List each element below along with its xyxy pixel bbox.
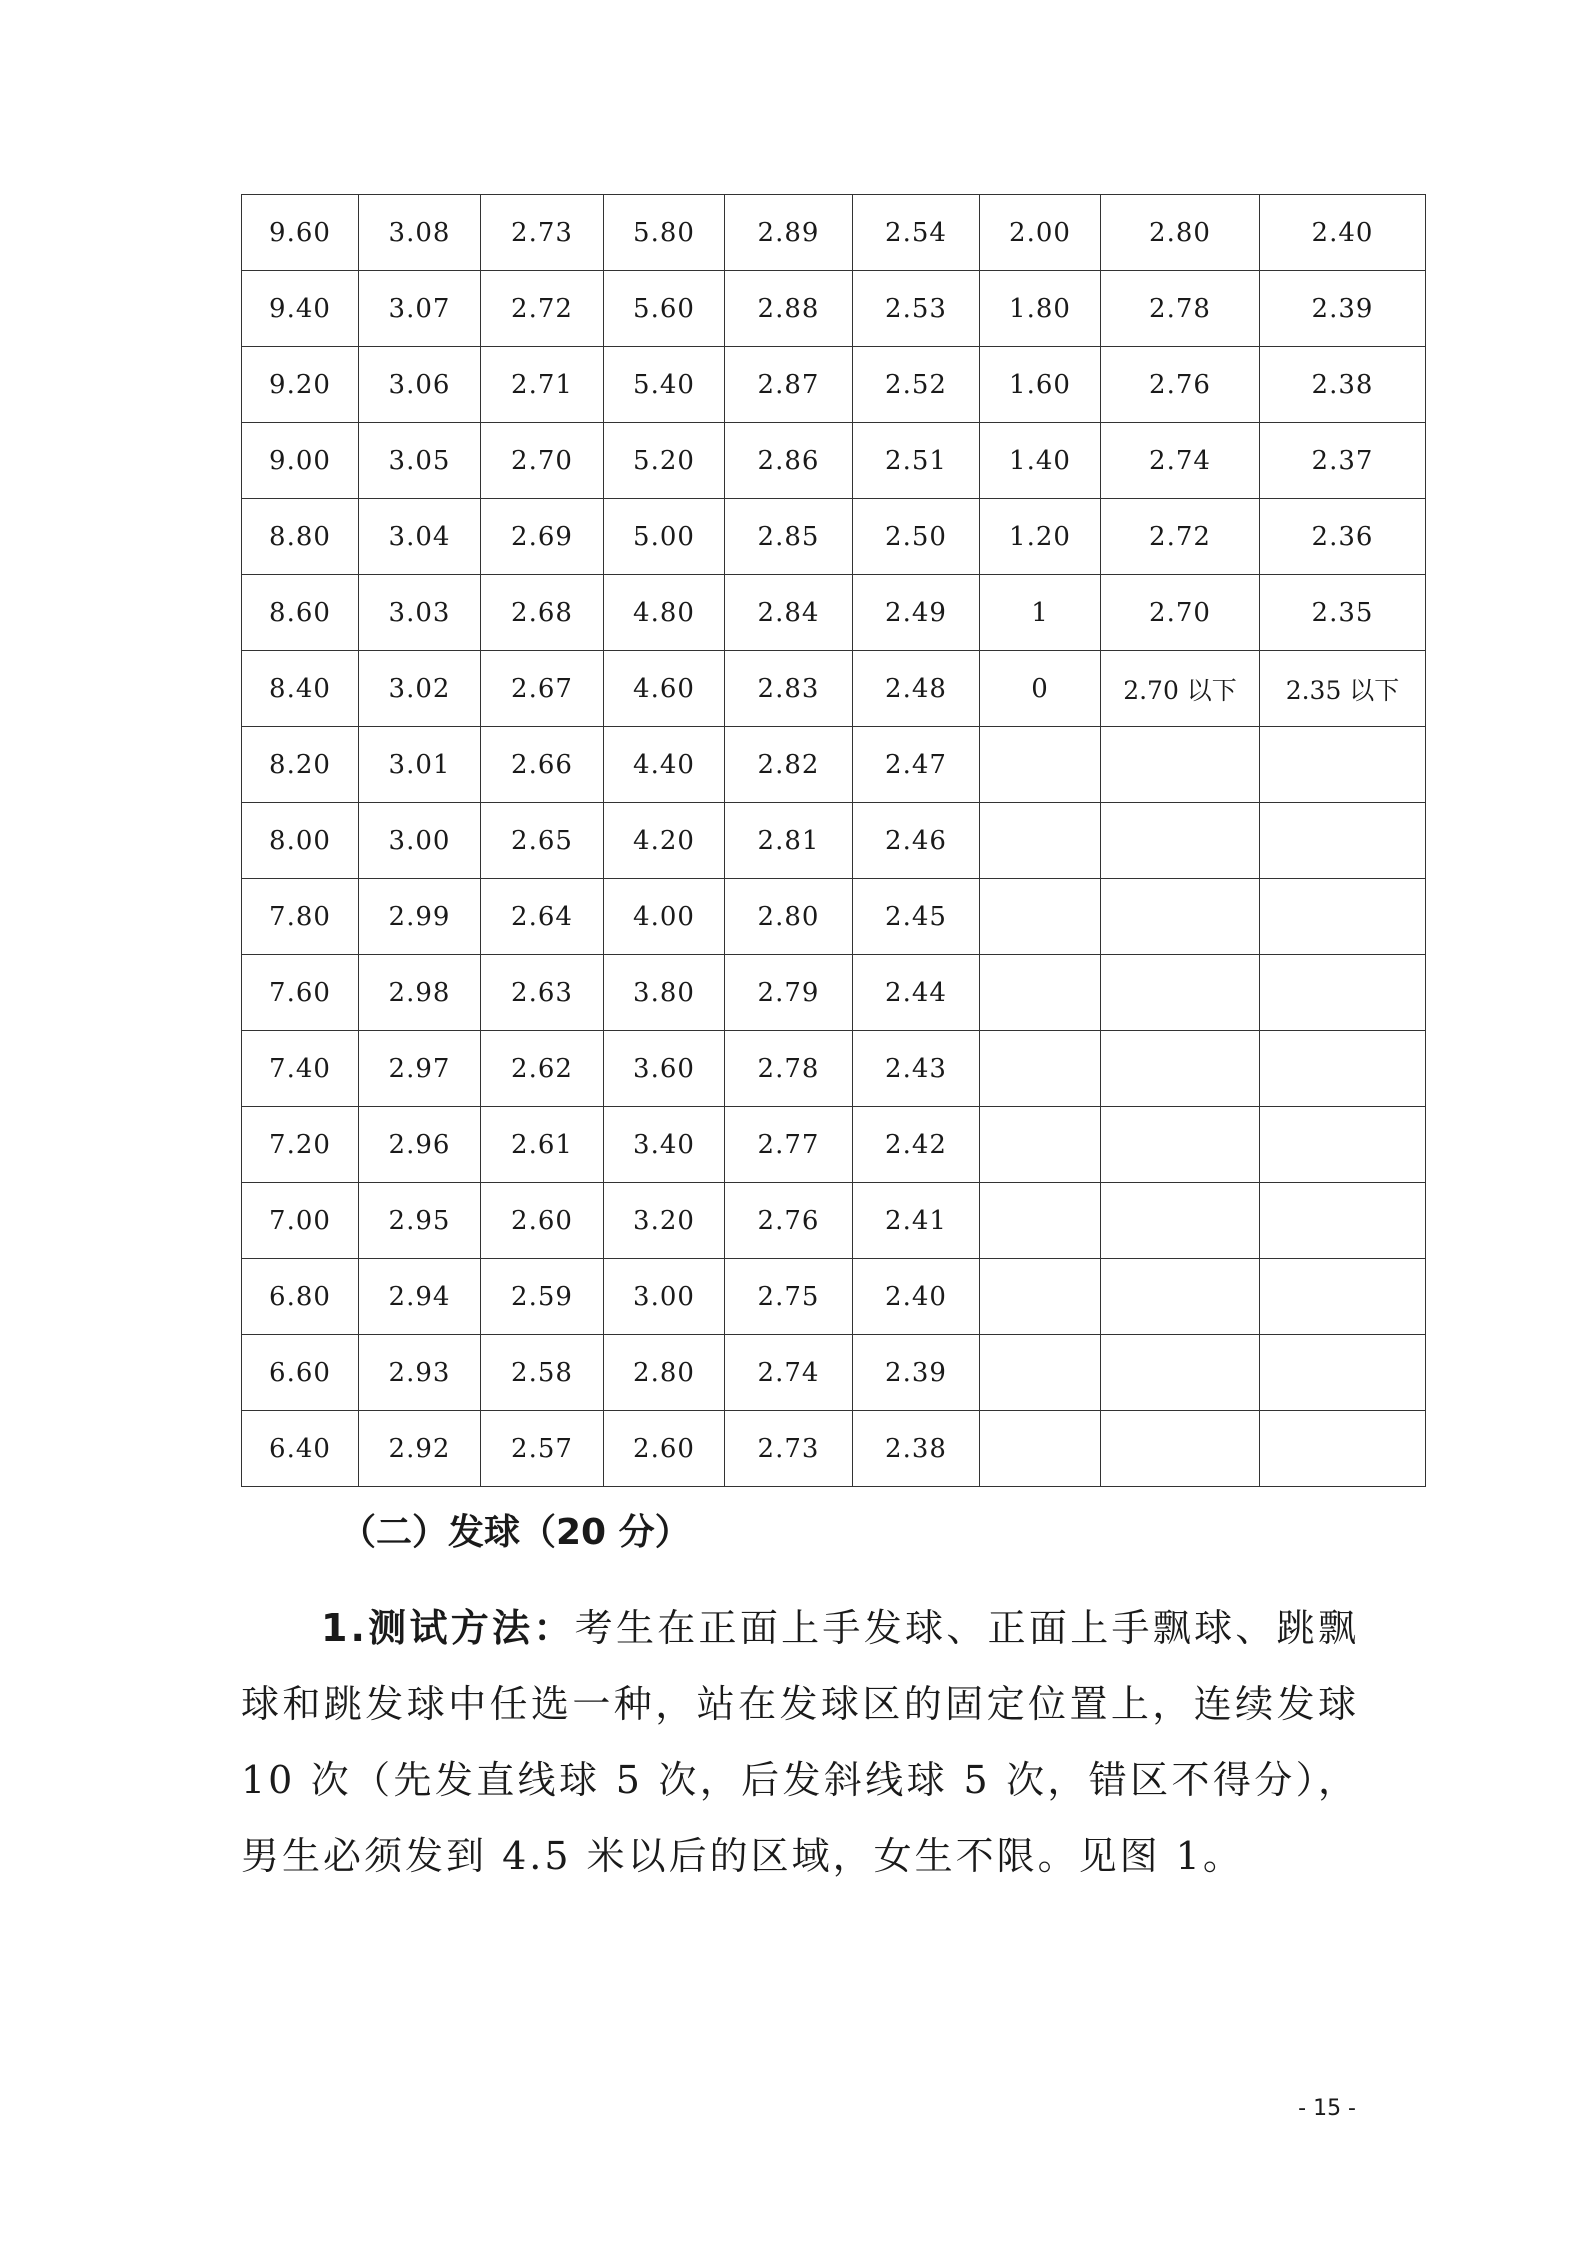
table-cell: 9.00: [242, 423, 359, 499]
table-cell: 4.40: [604, 727, 725, 803]
table-cell: [1101, 1259, 1260, 1335]
table-cell: 2.70: [481, 423, 604, 499]
table-cell: 4.00: [604, 879, 725, 955]
table-cell: 9.60: [242, 195, 359, 271]
table-cell: 2.57: [481, 1411, 604, 1487]
table-cell: 2.81: [725, 803, 853, 879]
table-cell: 2.93: [359, 1335, 481, 1411]
paragraph-lead: 1.测试方法：: [321, 1606, 575, 1650]
table-cell: 2.80: [604, 1335, 725, 1411]
table-row: [242, 1107, 1426, 1183]
table-cell: 1.20: [980, 499, 1101, 575]
table-cell: 3.02: [359, 651, 481, 727]
table-row: [242, 955, 1426, 1031]
table-cell: 2.78: [1101, 271, 1260, 347]
table-cell: 3.05: [359, 423, 481, 499]
table-cell: 6.40: [242, 1411, 359, 1487]
table-cell: 2.92: [359, 1411, 481, 1487]
table-cell: 2.40: [1260, 195, 1426, 271]
table-cell: [980, 1411, 1101, 1487]
table-cell: 2.74: [1101, 423, 1260, 499]
table-cell: 2.65: [481, 803, 604, 879]
table-row: [242, 423, 1426, 499]
table-cell: 2.72: [1101, 499, 1260, 575]
table-cell: 2.50: [853, 499, 980, 575]
table-cell: 2.59: [481, 1259, 604, 1335]
table-cell: [980, 955, 1101, 1031]
table-cell: 6.60: [242, 1335, 359, 1411]
table-cell: 2.40: [853, 1259, 980, 1335]
table-cell: 0: [980, 651, 1101, 727]
table-cell: [1260, 955, 1426, 1031]
table-cell: 4.20: [604, 803, 725, 879]
table-cell: 4.60: [604, 651, 725, 727]
test-method-paragraph: [241, 1590, 1359, 1894]
table-cell: 5.00: [604, 499, 725, 575]
table-cell: 2.37: [1260, 423, 1426, 499]
table-cell: 2.46: [853, 803, 980, 879]
table-cell: 2.94: [359, 1259, 481, 1335]
table-cell: 2.82: [725, 727, 853, 803]
table-cell: 2.43: [853, 1031, 980, 1107]
table-cell: [1101, 879, 1260, 955]
table-cell: 7.80: [242, 879, 359, 955]
table-cell: 5.20: [604, 423, 725, 499]
table-cell: 2.83: [725, 651, 853, 727]
table-cell: 2.79: [725, 955, 853, 1031]
table-cell: 2.58: [481, 1335, 604, 1411]
table-cell: [1260, 879, 1426, 955]
table-cell: 2.60: [481, 1183, 604, 1259]
table-cell: 2.97: [359, 1031, 481, 1107]
table-cell: 1.40: [980, 423, 1101, 499]
table-cell: 2.87: [725, 347, 853, 423]
table-cell: 2.44: [853, 955, 980, 1031]
table-cell: 2.84: [725, 575, 853, 651]
table-cell: 2.41: [853, 1183, 980, 1259]
table-cell: 3.20: [604, 1183, 725, 1259]
table-row: [242, 1259, 1426, 1335]
table-row: [242, 195, 1426, 271]
table-cell: [980, 1335, 1101, 1411]
table-cell: [980, 879, 1101, 955]
table-cell: 2.38: [853, 1411, 980, 1487]
table-cell: 2.86: [725, 423, 853, 499]
table-cell: 2.00: [980, 195, 1101, 271]
table-row: [242, 575, 1426, 651]
table-cell: 7.40: [242, 1031, 359, 1107]
table-cell: [980, 1107, 1101, 1183]
table-cell: 4.80: [604, 575, 725, 651]
table-row: [242, 651, 1426, 727]
table-row: [242, 1183, 1426, 1259]
table-cell: [1260, 727, 1426, 803]
table-cell: 2.66: [481, 727, 604, 803]
table-row: [242, 879, 1426, 955]
table-cell: 2.76: [1101, 347, 1260, 423]
table-cell: [1260, 1259, 1426, 1335]
table-cell: 2.42: [853, 1107, 980, 1183]
table-cell: 2.35 以下: [1260, 651, 1426, 727]
table-cell: 2.36: [1260, 499, 1426, 575]
table-cell: 2.54: [853, 195, 980, 271]
table-cell: [980, 1031, 1101, 1107]
table-cell: 3.04: [359, 499, 481, 575]
table-cell: 2.88: [725, 271, 853, 347]
table-cell: 3.60: [604, 1031, 725, 1107]
table-cell: 1.60: [980, 347, 1101, 423]
table-cell: 7.60: [242, 955, 359, 1031]
table-cell: 2.49: [853, 575, 980, 651]
table-cell: 2.69: [481, 499, 604, 575]
table-row: [242, 1031, 1426, 1107]
table-cell: 2.80: [1101, 195, 1260, 271]
table-row: [242, 727, 1426, 803]
table-cell: 1: [980, 575, 1101, 651]
table-row: [242, 1411, 1426, 1487]
table-row: [242, 347, 1426, 423]
table-cell: 5.60: [604, 271, 725, 347]
table-cell: 2.64: [481, 879, 604, 955]
table-cell: [1101, 955, 1260, 1031]
paragraph-text: 考生在正面上手发球、正面上手飘球、跳飘球和跳发球中任选一种，站在发球区的固定位置上，连续发球 10 次（先发直线球 5 次，后发斜线球 5 次，错区不得分），男生必须发到 4.5 米以后的区域，女生不限。见图 1。: [241, 1606, 1359, 1878]
table-cell: 2.38: [1260, 347, 1426, 423]
table-cell: [1101, 1107, 1260, 1183]
table-cell: [980, 803, 1101, 879]
table-cell: 2.85: [725, 499, 853, 575]
table-cell: 2.71: [481, 347, 604, 423]
table-cell: 3.00: [604, 1259, 725, 1335]
table-cell: 9.40: [242, 271, 359, 347]
table-cell: 2.62: [481, 1031, 604, 1107]
table-cell: 2.76: [725, 1183, 853, 1259]
table-cell: 2.77: [725, 1107, 853, 1183]
table-cell: 2.45: [853, 879, 980, 955]
table-cell: 2.39: [853, 1335, 980, 1411]
table-cell: 8.00: [242, 803, 359, 879]
table-row: [242, 803, 1426, 879]
table-cell: [1260, 1183, 1426, 1259]
table-cell: 2.98: [359, 955, 481, 1031]
table-cell: [980, 727, 1101, 803]
table-cell: 2.70 以下: [1101, 651, 1260, 727]
table-cell: [1101, 1183, 1260, 1259]
table-cell: 5.40: [604, 347, 725, 423]
table-cell: 3.00: [359, 803, 481, 879]
table-cell: 2.95: [359, 1183, 481, 1259]
table-cell: 3.07: [359, 271, 481, 347]
table-cell: 2.78: [725, 1031, 853, 1107]
table-cell: 2.70: [1101, 575, 1260, 651]
table-cell: [1101, 1411, 1260, 1487]
table-cell: 3.80: [604, 955, 725, 1031]
table-row: [242, 1335, 1426, 1411]
table-cell: [1101, 1335, 1260, 1411]
table-cell: 8.60: [242, 575, 359, 651]
score-table: [241, 194, 1426, 1487]
score-table-body: [242, 195, 1426, 1487]
table-cell: 2.61: [481, 1107, 604, 1183]
table-cell: 2.63: [481, 955, 604, 1031]
table-cell: 2.35: [1260, 575, 1426, 651]
table-cell: 2.80: [725, 879, 853, 955]
table-cell: 2.72: [481, 271, 604, 347]
table-cell: 1.80: [980, 271, 1101, 347]
page-number: - 15 -: [1298, 2096, 1356, 2121]
table-cell: 2.73: [725, 1411, 853, 1487]
table-cell: 7.20: [242, 1107, 359, 1183]
table-cell: 2.51: [853, 423, 980, 499]
table-cell: 2.89: [725, 195, 853, 271]
table-cell: [1101, 1031, 1260, 1107]
table-cell: 5.80: [604, 195, 725, 271]
table-cell: 3.08: [359, 195, 481, 271]
table-cell: 3.03: [359, 575, 481, 651]
table-cell: 2.74: [725, 1335, 853, 1411]
table-row: [242, 499, 1426, 575]
table-cell: 8.80: [242, 499, 359, 575]
table-cell: 6.80: [242, 1259, 359, 1335]
table-cell: 2.52: [853, 347, 980, 423]
table-cell: [1260, 1335, 1426, 1411]
table-cell: [980, 1259, 1101, 1335]
table-cell: 2.73: [481, 195, 604, 271]
table-cell: 2.75: [725, 1259, 853, 1335]
table-cell: [1260, 803, 1426, 879]
table-cell: [980, 1183, 1101, 1259]
section-heading: （二）发球（20 分）: [340, 1512, 691, 1553]
table-cell: 9.20: [242, 347, 359, 423]
table-cell: 8.20: [242, 727, 359, 803]
table-cell: 2.48: [853, 651, 980, 727]
table-cell: 2.39: [1260, 271, 1426, 347]
table-cell: [1101, 803, 1260, 879]
table-cell: 8.40: [242, 651, 359, 727]
table-cell: 2.60: [604, 1411, 725, 1487]
table-cell: 2.67: [481, 651, 604, 727]
table-cell: 3.06: [359, 347, 481, 423]
table-cell: 2.47: [853, 727, 980, 803]
table-cell: 7.00: [242, 1183, 359, 1259]
table-cell: [1101, 727, 1260, 803]
table-cell: 2.68: [481, 575, 604, 651]
table-cell: 2.53: [853, 271, 980, 347]
table-cell: [1260, 1411, 1426, 1487]
table-cell: 2.99: [359, 879, 481, 955]
table-cell: [1260, 1107, 1426, 1183]
table-cell: 3.40: [604, 1107, 725, 1183]
table-cell: 2.96: [359, 1107, 481, 1183]
table-cell: 3.01: [359, 727, 481, 803]
table-row: [242, 271, 1426, 347]
table-cell: [1260, 1031, 1426, 1107]
